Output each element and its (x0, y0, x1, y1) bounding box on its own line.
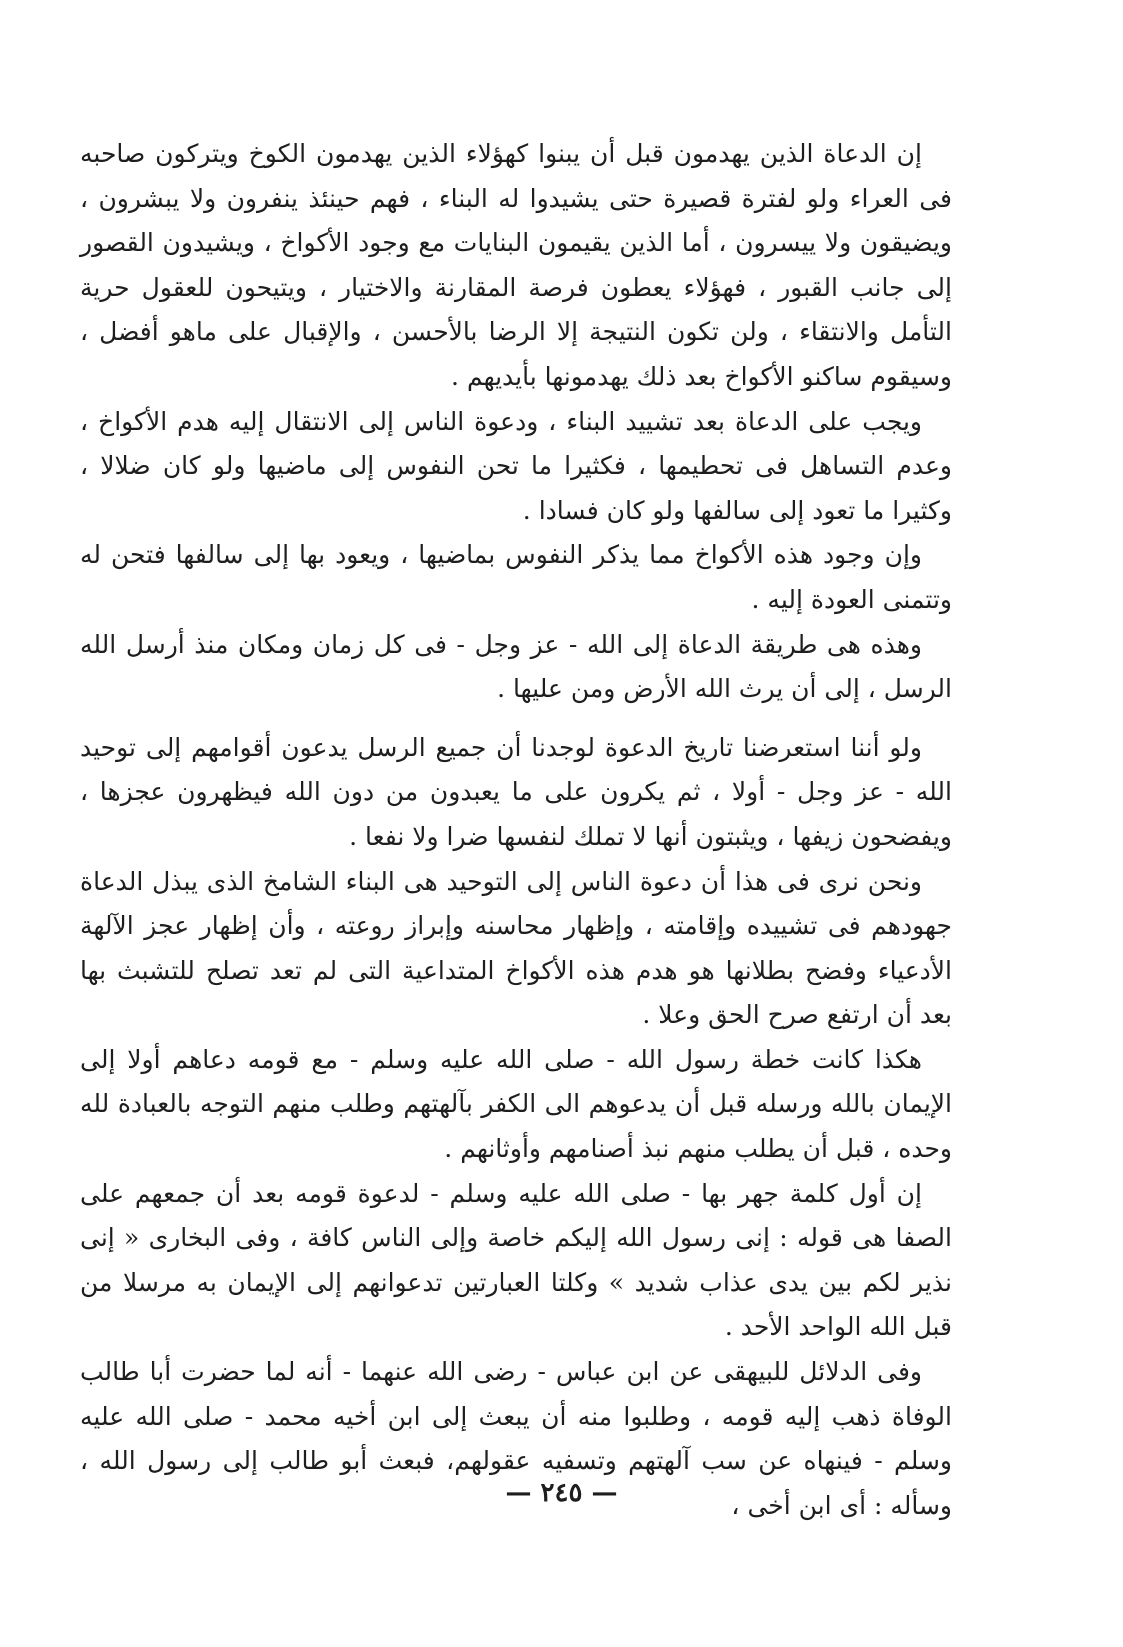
paragraph-7: هكذا كانت خطة رسول الله - صلى الله عليه وسلم - مع قومه دعاهم أولا إلى الإيمان بالله ورسله قبل أن يدعوهم الى الكفر بآلهتهم وطلب منهم التوجه بالعبادة لله وحده ، قبل أن يطلب منهم نبذ أصنامهم وأوثانهم . (80, 1044, 952, 1164)
paragraph-6: ونحن نرى فى هذا أن دعوة الناس إلى التوحيد هى البناء الشامخ الذى يبذل الدعاة جهودهم فى تشييده وإقامته ، وإظهار محاسنه وإبراز روعته ، وأن إظهار عجز الآلهة الأدعياء وفضح بطلانها هو هدم هذه الأكواخ المتداعية التى لم تعد تصلح للتشبث بها بعد أن ارتفع صرح الحق وعلا . (80, 866, 952, 1030)
paragraph-1: إن الدعاة الذين يهدمون قبل أن يبنوا كهؤلاء الذين يهدمون الكوخ ويتركون صاحبه فى العراء ولو لفترة قصيرة حتى يشيدوا له البناء ، فهم حينئذ ينفرون ولا يبشرون ، ويضيقون ولا ييسرون ، أما الذين يقيمون البنايات مع وجود الأكواخ ، ويشيدون القصور إلى جانب القبور ، فهؤلاء يعطون فرصة المقارنة والاختيار ، ويتيحون للعقول حرية التأمل والانتقاء ، ولن تكون النتيجة إلا الرضا بالأحسن ، والإقبال على ماهو أفضل ، وسيقوم ساكنو الأكواخ بعد ذلك يهدمونها بأيديهم . (80, 139, 952, 391)
page-number: — ٢٤٥ — (505, 1478, 618, 1508)
paragraph-5: ولو أننا استعرضنا تاريخ الدعوة لوجدنا أن جميع الرسل يدعون أقوامهم إلى توحيد الله - عز وجل - أولا ، ثم يكرون على ما يعبدون من دون الله فيظهرون عجزها ، ويفضحون زيفها ، ويثبتون أنها لا تملك لنفسها ضرا ولا نفعا . (80, 732, 952, 851)
paragraph-3: وإن وجود هذه الأكواخ مما يذكر النفوس بماضيها ، ويعود بها إلى سالفها فتحن له وتتمنى العودة إليه . (80, 540, 952, 614)
paragraph-8: إن أول كلمة جهر بها - صلى الله عليه وسلم - لدعوة قومه بعد أن جمعهم على الصفا هى قوله : إنى رسول الله إليكم خاصة وإلى الناس كافة ، وفى البخارى « إنى نذير لكم بين يدى عذاب شديد » وكلتا العبارتين تدعوانهم إلى الإيمان به مرسلا من قبل الله الواحد الأحد . (80, 1178, 952, 1342)
paragraph-9: وفى الدلائل للبيهقى عن ابن عباس - رضى الله عنهما - أنه لما حضرت أبا طالب الوفاة ذهب إليه قومه ، وطلبوا منه أن يبعث إلى ابن أخيه محمد - صلى الله عليه وسلم - فينهاه عن سب آلهتهم وتسفيه عقولهم، فبعث أبو طالب إلى رسول الله ، وسأله : أى ابن أخى ، (80, 1357, 952, 1520)
body-text (80, 132, 952, 1528)
paragraph-4: وهذه هى طريقة الدعاة إلى الله - عز وجل - فى كل زمان ومكان منذ أرسل الله الرسل ، إلى أن يرث الله الأرض ومن عليها . (80, 629, 952, 704)
paragraph-2: ويجب على الدعاة بعد تشييد البناء ، ودعوة الناس إلى الانتقال إليه هدم الأكواخ ، وعدم التساهل فى تحطيمها ، فكثيرا ما تحن النفوس إلى ماضيها ولو كان ضلالا ، وكثيرا ما تعود إلى سالفها ولو كان فسادا . (80, 406, 952, 525)
